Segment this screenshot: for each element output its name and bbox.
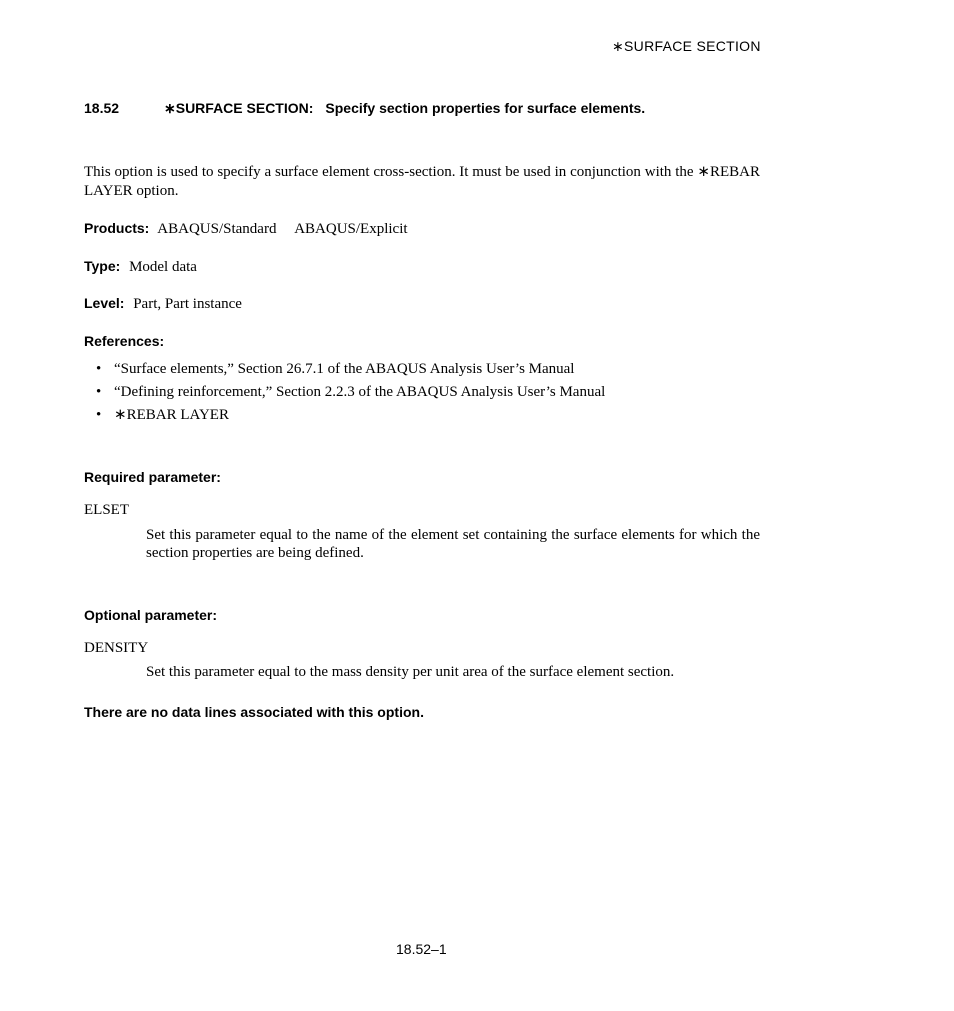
density-parameter-description: Set this parameter equal to the mass density per unit area of the surface element section. — [146, 664, 675, 680]
intro-paragraph: This option is used to specify a surface element cross-section. It must be used in conjunction with the ∗REBAR LAYER option. — [84, 164, 760, 199]
bullet-icon: • — [96, 384, 102, 400]
type-line — [84, 258, 197, 276]
running-head: ∗SURFACE SECTION — [612, 38, 761, 54]
optional-parameter-heading: Optional parameter: — [84, 607, 218, 623]
section-heading — [84, 100, 645, 117]
list-item — [96, 405, 605, 428]
level-line — [84, 295, 242, 313]
level-label: Level: — [84, 295, 125, 311]
type-value: Model data — [129, 259, 197, 275]
references-list — [96, 359, 605, 428]
reference-text: “Defining reinforcement,” Section 2.2.3 of the ABAQUS Analysis User’s Manual — [114, 384, 606, 400]
density-parameter-name: DENSITY — [84, 640, 149, 656]
page-number: 18.52–1 — [396, 941, 447, 957]
section-number: 18.52 — [84, 100, 120, 116]
elset-parameter-name: ELSET — [84, 502, 129, 518]
reference-text: ∗REBAR LAYER — [114, 407, 229, 423]
level-value: Part, Part instance — [133, 296, 242, 312]
section-subtitle: Specify section properties for surface elements. — [325, 100, 646, 116]
elset-parameter-description: Set this parameter equal to the name of the element set containing the surface elements for which the section properties are being defined. — [146, 527, 760, 561]
section-title: ∗SURFACE SECTION: — [164, 100, 314, 116]
references-heading: References: — [84, 333, 165, 349]
data-lines-note: There are no data lines associated with this option. — [84, 704, 424, 720]
products-label: Products: — [84, 220, 150, 236]
reference-text: “Surface elements,” Section 26.7.1 of the ABAQUS Analysis User’s Manual — [114, 361, 575, 377]
product-explicit: ABAQUS/Explicit — [294, 221, 408, 237]
bullet-icon: • — [96, 407, 102, 423]
products-line — [84, 220, 408, 238]
required-parameter-heading: Required parameter: — [84, 469, 221, 485]
list-item — [96, 382, 605, 405]
bullet-icon: • — [96, 361, 102, 377]
product-standard: ABAQUS/Standard — [157, 221, 277, 237]
list-item — [96, 359, 605, 382]
type-label: Type: — [84, 258, 121, 274]
